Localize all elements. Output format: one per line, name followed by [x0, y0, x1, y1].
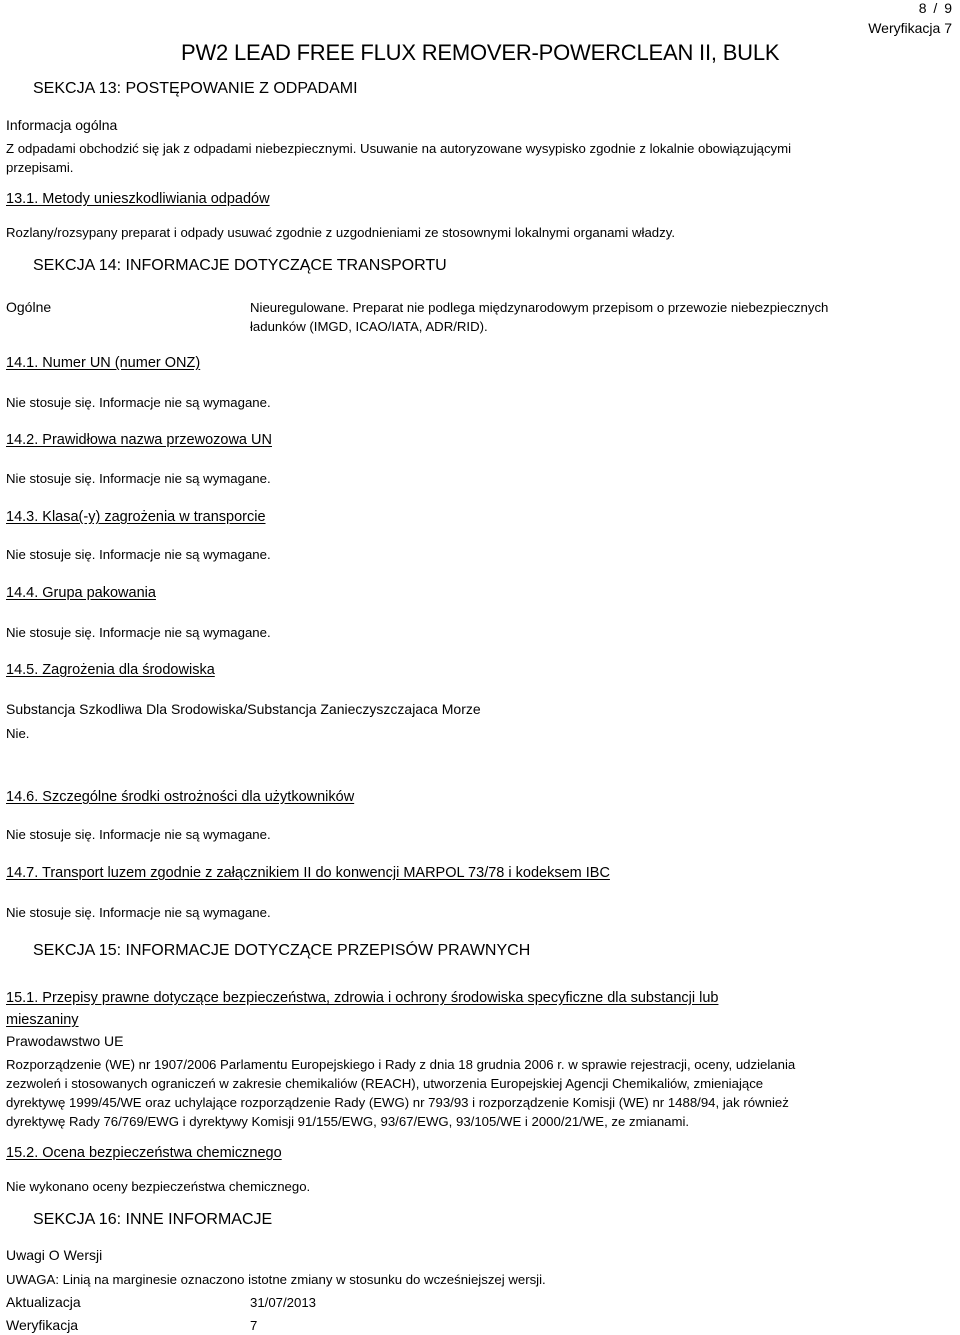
version-label: Weryfikacja [6, 1317, 79, 1333]
revision-notes-text: UWAGA: Linią na marginesie oznaczono istotne zmiany w stosunku do wcześniejszej wersji. [6, 1272, 546, 1287]
general-label: Ogólne [6, 299, 52, 315]
subsection-13-1-text: Rozlany/rozsypany preparat i odpady usuwać zgodnie z uzgodnieniami ze stosownymi lokalnymi organami władzy. [6, 225, 675, 240]
subsection-15-2-heading: 15.2. Ocena bezpieczeństwa chemicznego [6, 1145, 282, 1161]
general-info-label: Informacja ogólna [6, 117, 118, 133]
eu-legislation-label: Prawodawstwo UE [6, 1033, 124, 1049]
subsection-15-2-text: Nie wykonano oceny bezpieczeństwa chemicznego. [6, 1179, 311, 1194]
subsection-14-1-text: Nie stosuje się. Informacje nie są wymagane. [6, 395, 271, 410]
eu-legislation-line-1: Rozporządzenie (WE) nr 1907/2006 Parlamentu Europejskiego i Rady z dnia 18 grudnia 2006 r. w sprawie rejestracji, oceny, udzielania [6, 1057, 796, 1072]
general-info-line-2: przepisami. [6, 160, 74, 175]
page-number: 8 / 9 [918, 0, 952, 16]
subsection-14-3-heading: 14.3. Klasa(-y) zagrożenia w transporcie [6, 509, 266, 525]
section-16-heading: SEKCJA 16: INNE INFORMACJE [33, 1211, 273, 1228]
subsection-14-7-text: Nie stosuje się. Informacje nie są wymagane. [6, 905, 271, 920]
subsection-14-3-text: Nie stosuje się. Informacje nie są wymagane. [6, 547, 271, 562]
eu-legislation-line-2: zezwoleń i stosowanych ograniczeń w zakresie chemikaliów (REACH), utworzenia Europejskiej Agencji Chemikaliów, zmieniające [6, 1076, 764, 1091]
subsection-15-1-heading-line-2: mieszaniny [6, 1012, 79, 1028]
subsection-14-2-heading: 14.2. Prawidłowa nazwa przewozowa UN [6, 432, 272, 448]
subsection-15-1-heading-line-1: 15.1. Przepisy prawne dotyczące bezpieczeństwa, zdrowia i ochrony środowiska specyficzne dla substancji lub [6, 990, 719, 1006]
subsection-14-4-text: Nie stosuje się. Informacje nie są wymagane. [6, 625, 271, 640]
subsection-14-4-heading: 14.4. Grupa pakowania [6, 585, 156, 601]
subsection-14-1-heading: 14.1. Numer UN (numer ONZ) [6, 355, 201, 371]
eu-legislation-line-4: dyrektywę Rady 76/769/EWG i dyrektywy Komisji 91/155/EWG, 93/67/EWG, 93/105/WE i 2000/21/WE, ze zmianami. [6, 1114, 690, 1129]
environmental-hazard-value: Nie. [6, 726, 30, 741]
section-15-heading: SEKCJA 15: INFORMACJE DOTYCZĄCE PRZEPISÓW PRAWNYCH [33, 942, 531, 959]
eu-legislation-line-3: dyrektywę 1999/45/WE oraz uchylające rozporządzenie Rady (EWG) nr 793/93 i rozporządzenie Komisji (WE) nr 1488/94, jak również [6, 1095, 789, 1110]
subsection-14-2-text: Nie stosuje się. Informacje nie są wymagane. [6, 471, 271, 486]
revision-notes-label: Uwagi O Wersji [6, 1247, 103, 1263]
version-value: 7 [250, 1318, 258, 1333]
subsection-13-1-heading: 13.1. Metody unieszkodliwiania odpadów [6, 191, 270, 207]
update-label: Aktualizacja [6, 1294, 81, 1310]
subsection-14-5-heading: 14.5. Zagrożenia dla środowiska [6, 662, 215, 678]
subsection-14-6-text: Nie stosuje się. Informacje nie są wymagane. [6, 827, 271, 842]
general-info-line-1: Z odpadami obchodzić się jak z odpadami niebezpiecznymi. Usuwanie na autoryzowane wysypisko zgodnie z lokalnie obowiązującymi [6, 141, 792, 156]
section-14-heading: SEKCJA 14: INFORMACJE DOTYCZĄCE TRANSPORTU [33, 257, 447, 274]
update-date: 31/07/2013 [250, 1295, 317, 1310]
subsection-14-6-heading: 14.6. Szczególne środki ostrożności dla użytkowników [6, 789, 355, 805]
environmental-hazard-label: Substancja Szkodliwa Dla Srodowiska/Substancja Zanieczyszczajaca Morze [6, 701, 481, 717]
subsection-14-7-heading: 14.7. Transport luzem zgodnie z załącznikiem II do konwencji MARPOL 73/78 i kodeksem IBC [6, 865, 610, 881]
header-version: Weryfikacja 7 [868, 20, 952, 36]
general-text-line-2: ładunków (IMGD, ICAO/IATA, ADR/RID). [250, 319, 488, 334]
general-text-line-1: Nieuregulowane. Preparat nie podlega międzynarodowym przepisom o przewozie niebezpiecznych [250, 300, 829, 315]
section-13-heading: SEKCJA 13: POSTĘPOWANIE Z ODPADAMI [33, 80, 358, 97]
document-title: PW2 LEAD FREE FLUX REMOVER-POWERCLEAN II, BULK [181, 40, 780, 65]
